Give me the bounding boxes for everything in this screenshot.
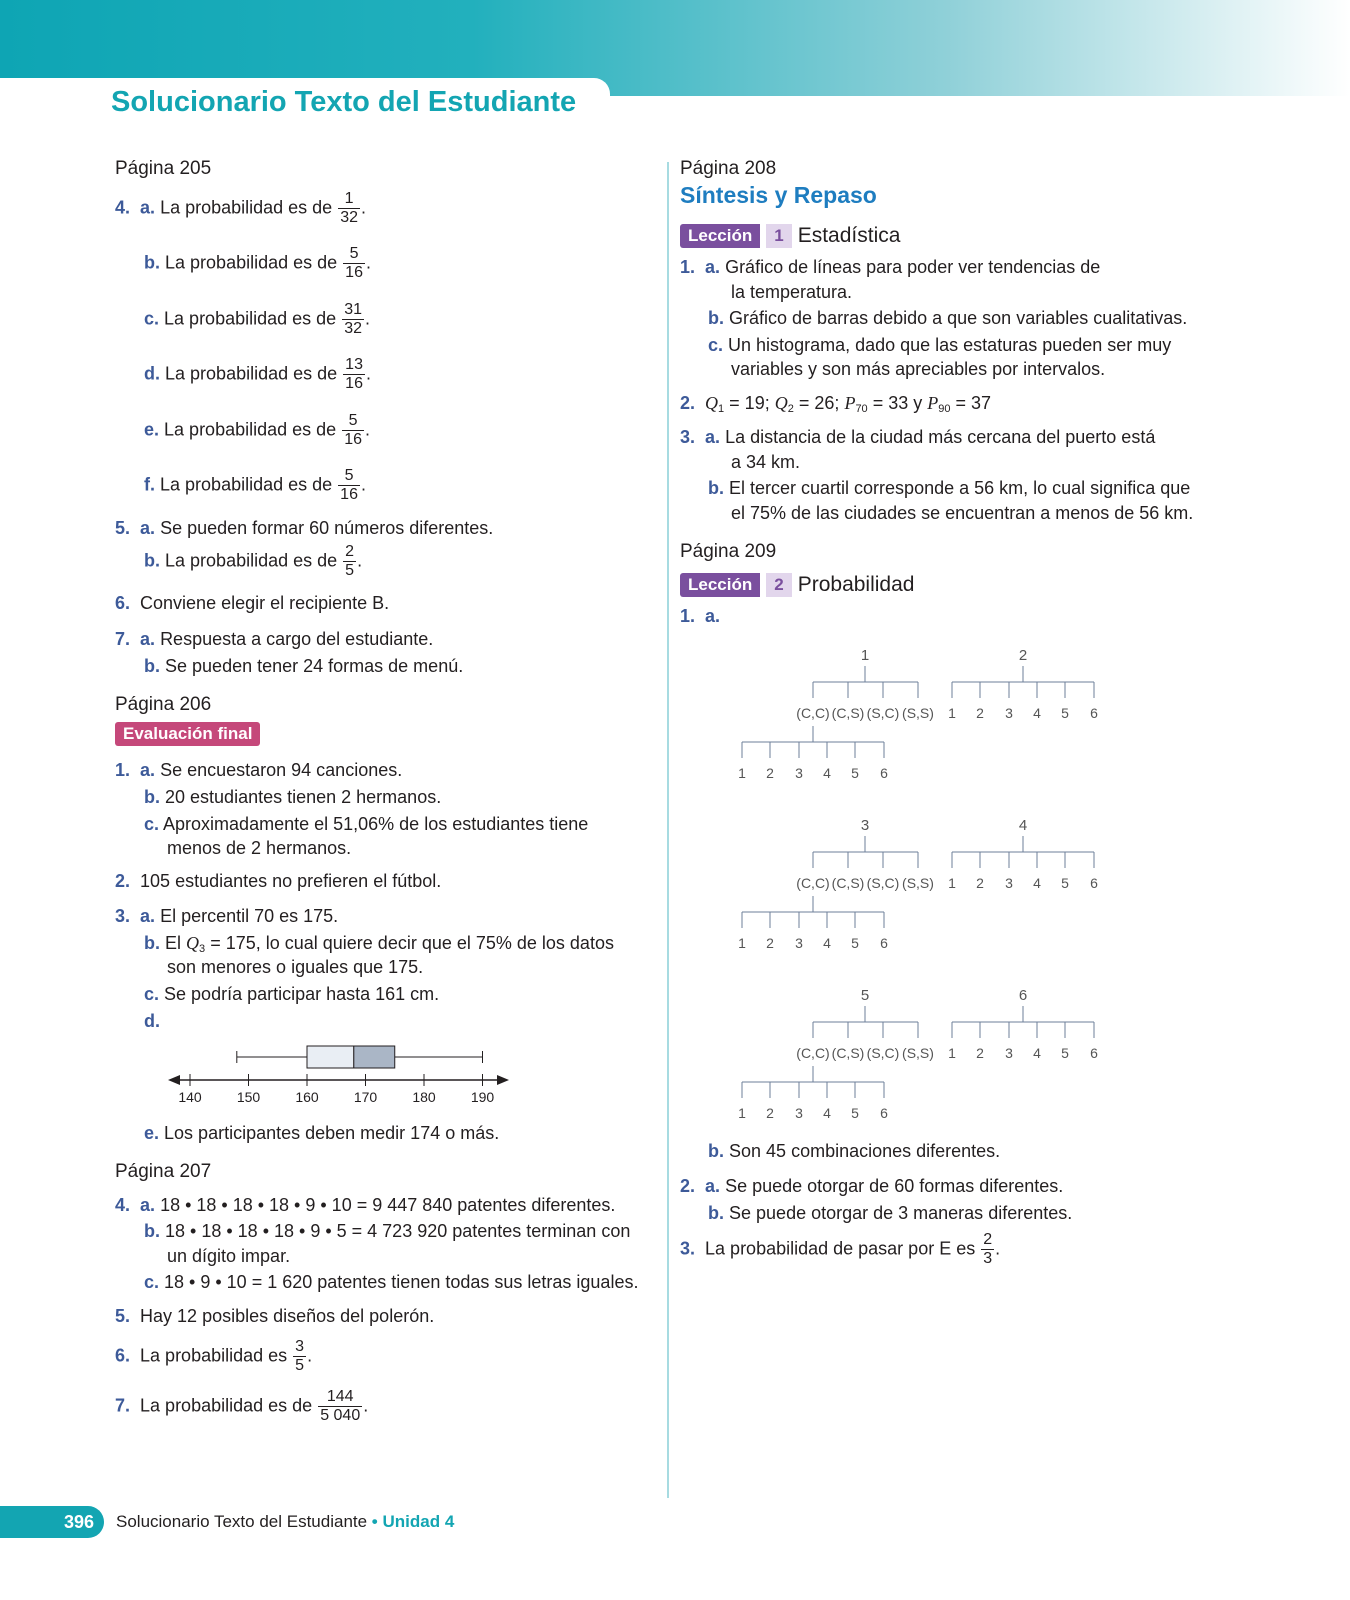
item-letter: a. <box>140 629 156 649</box>
fraction: $\frac{5}{16}$ <box>344 412 362 448</box>
item-number: 3. <box>680 1238 696 1259</box>
die-outcome-label: 3 <box>795 935 803 951</box>
die-outcome-label: 6 <box>880 1105 888 1121</box>
f4c <box>144 1272 638 1293</box>
tick-label: 170 <box>353 1089 378 1105</box>
die-outcome-label: 1 <box>948 705 956 721</box>
die-outcome-label: 4 <box>823 1105 831 1121</box>
subscript: 70 <box>855 403 868 415</box>
answer-text: = 33 y <box>872 393 923 413</box>
coin-outcome-label: (C,S) <box>831 705 865 721</box>
r1c-cont: variables y son más apreciables por intervalos. <box>731 359 1106 379</box>
answer-text: Gráfico de barras debido a que son variables cualitativas. <box>729 308 1188 328</box>
answer-text: 18 • 9 • 10 = 1 620 patentes tienen todas sus letras iguales. <box>164 1272 639 1292</box>
answer-text: El percentil 70 es 175. <box>160 906 339 926</box>
lesson-2-header <box>680 573 914 597</box>
answer-text: = 19; <box>729 393 770 413</box>
item-letter: a. <box>140 197 156 218</box>
math-symbol: Q <box>186 933 200 953</box>
answer-text: La probabilidad es de <box>160 474 333 495</box>
answer-text: Se pueden tener 24 formas de menú. <box>165 656 464 676</box>
e1a <box>115 760 402 781</box>
item-letter: c. <box>144 984 160 1004</box>
die-outcome-label: 3 <box>1005 705 1013 721</box>
item-letter: a. <box>140 518 156 538</box>
answer-text: = 175, lo cual quiere decir que el 75% de los datos <box>210 933 614 953</box>
die-outcome-label: 5 <box>851 1105 859 1121</box>
item-letter: e. <box>144 1123 160 1143</box>
coin-outcome-label: (S,C) <box>866 1045 900 1061</box>
answer-text: 20 estudiantes tienen 2 hermanos. <box>165 787 442 807</box>
item-number: 2. <box>680 393 696 413</box>
item-letter: a. <box>705 257 721 277</box>
lesson-label: Lección <box>680 573 760 597</box>
page-label-207: Página 207 <box>115 1161 212 1182</box>
r2 <box>680 393 991 415</box>
fraction: $\frac{144}{5 040}$ <box>320 1388 361 1424</box>
answer-text: La probabilidad de pasar por E es <box>705 1238 976 1259</box>
q4a: 4. a. La probabilidad es de $\frac{1}{32}$ . <box>115 190 367 226</box>
answer-text: Se pueden formar 60 números diferentes. <box>160 518 494 538</box>
item-letter: b. <box>144 933 160 953</box>
f6: 6. La probabilidad es $\frac{3}{5}$ . <box>115 1338 313 1374</box>
item-letter: b. <box>708 1141 724 1161</box>
page-label-205: Página 205 <box>115 158 212 179</box>
coin-outcome-label: (S,C) <box>866 875 900 891</box>
die-outcome-label: 2 <box>976 705 984 721</box>
item-number: 7. <box>115 629 131 649</box>
lesson-number: 1 <box>766 224 791 248</box>
q7b <box>144 656 463 677</box>
tick-label: 160 <box>295 1089 319 1105</box>
page-number: 396 <box>64 1512 95 1532</box>
coin-outcome-label: (C,C) <box>796 705 830 721</box>
tick-label: 140 <box>178 1089 202 1105</box>
answer-text: La probabilidad es de <box>140 1395 313 1416</box>
item-letter: e. <box>144 419 160 440</box>
die-outcome-label: 3 <box>1005 1045 1013 1061</box>
lesson-label: Lección <box>680 224 760 248</box>
answer-text: Hay 12 posibles diseños del polerón. <box>140 1306 435 1326</box>
e3c <box>144 984 439 1005</box>
e3b <box>144 933 614 955</box>
item-letter: b. <box>708 308 724 328</box>
die-outcome-label: 2 <box>766 1105 774 1121</box>
answer-text: Se encuestaron 94 canciones. <box>160 760 403 780</box>
item-number: 2. <box>680 1176 696 1196</box>
die-outcome-label: 6 <box>1090 705 1098 721</box>
boxplot-chart <box>160 1036 520 1111</box>
die-outcome-label: 1 <box>738 765 746 781</box>
fraction: $\frac{2}{3}$ <box>983 1231 993 1267</box>
answer-text: 105 estudiantes no prefieren el fútbol. <box>140 871 442 891</box>
item-letter: c. <box>144 814 160 834</box>
answer-text: 18 • 18 • 18 • 18 • 9 • 10 = 9 447 840 patentes diferentes. <box>160 1195 616 1215</box>
e1c-cont: menos de 2 hermanos. <box>167 838 352 858</box>
answer-text: Se puede otorgar de 3 maneras diferentes. <box>729 1203 1073 1223</box>
answer-text: Conviene elegir el recipiente B. <box>140 593 390 613</box>
answer-text: La probabilidad es de <box>165 550 338 571</box>
footer-text <box>116 1512 454 1532</box>
coin-outcome-label: (C,C) <box>796 875 830 891</box>
fraction: $\frac{31}{32}$ <box>344 301 362 337</box>
item-letter: b. <box>708 1203 724 1223</box>
section-title-synthesis: Síntesis y Repaso <box>680 182 877 208</box>
die-outcome-label: 1 <box>738 1105 746 1121</box>
item-letter: a. <box>705 606 721 626</box>
math-symbol: Q <box>774 393 788 413</box>
item-letter: c. <box>144 1272 160 1292</box>
answer-text: Se puede otorgar de 60 formas diferentes. <box>725 1176 1064 1196</box>
die-outcome-label: 5 <box>1061 875 1069 891</box>
item-letter: c. <box>144 308 160 329</box>
die-outcome-label: 6 <box>880 935 888 951</box>
s2b <box>708 1203 1072 1224</box>
item-number: 2. <box>115 871 131 891</box>
answer-text: Son 45 combinaciones diferentes. <box>729 1141 1001 1161</box>
answer-text: El tercer cuartil corresponde a 56 km, lo cual significa que <box>729 478 1191 498</box>
q4f: f. La probabilidad es de $\frac{5}{16}$ . <box>144 467 366 503</box>
tree-diagram <box>720 640 1120 1130</box>
q5b: b. La probabilidad es de $\frac{2}{5}$ . <box>144 543 363 579</box>
answer-text: La probabilidad es de <box>165 363 338 384</box>
item-letter: d. <box>144 1011 160 1031</box>
e1b <box>144 787 441 808</box>
tree-root-label: 5 <box>860 987 870 1004</box>
page-label-206: Página 206 <box>115 694 212 715</box>
q4e: e. La probabilidad es de $\frac{5}{16}$ . <box>144 412 370 448</box>
item-letter: b. <box>144 252 160 273</box>
answer-text: La probabilidad es de <box>165 252 338 273</box>
item-letter: a. <box>705 1176 721 1196</box>
item-number: 1. <box>680 606 696 626</box>
die-outcome-label: 5 <box>851 935 859 951</box>
tree-root-label: 3 <box>860 817 870 834</box>
r1c <box>708 335 1171 356</box>
r3b <box>708 478 1190 499</box>
q4d: d. La probabilidad es de $\frac{13}{16}$ . <box>144 356 371 392</box>
f4b-cont: un dígito impar. <box>167 1246 291 1266</box>
lesson-number: 2 <box>766 573 791 597</box>
die-outcome-label: 4 <box>1033 705 1041 721</box>
item-number: 5. <box>115 1306 131 1326</box>
math-symbol: P <box>844 393 856 413</box>
answer-text: La distancia de la ciudad más cercana del puerto está <box>725 427 1156 447</box>
q5a <box>115 518 493 539</box>
footer-book-title: Solucionario Texto del Estudiante <box>116 1512 368 1531</box>
s2a <box>680 1176 1063 1197</box>
answer-text: Respuesta a cargo del estudiante. <box>160 629 434 649</box>
die-outcome-label: 2 <box>976 875 984 891</box>
item-number: 4. <box>115 197 131 218</box>
subscript: 3 <box>199 943 206 955</box>
die-outcome-label: 1 <box>738 935 746 951</box>
f7: 7. La probabilidad es de $\frac{144}{5 040}$ . <box>115 1388 369 1424</box>
page-label-208: Página 208 <box>680 158 777 179</box>
item-letter: a. <box>140 760 156 780</box>
die-outcome-label: 4 <box>823 765 831 781</box>
die-outcome-label: 3 <box>1005 875 1013 891</box>
coin-outcome-label: (C,S) <box>831 875 865 891</box>
lesson-title: Estadística <box>797 224 901 247</box>
e3d <box>144 1011 160 1032</box>
item-letter: b. <box>708 478 724 498</box>
item-number: 7. <box>115 1395 131 1416</box>
item-number: 4. <box>115 1195 131 1215</box>
math-symbol: P <box>927 393 939 413</box>
tick-label: 180 <box>412 1089 436 1105</box>
page-label-209: Página 209 <box>680 541 777 562</box>
tree-root-label: 1 <box>860 647 870 664</box>
footer-separator: • <box>367 1512 383 1531</box>
axis-arrow-right <box>497 1075 509 1085</box>
die-outcome-label: 6 <box>1090 875 1098 891</box>
f4b <box>144 1221 630 1242</box>
item-letter: b. <box>144 550 160 571</box>
e3a <box>115 906 338 927</box>
die-outcome-label: 5 <box>1061 1045 1069 1061</box>
q4c: c. La probabilidad es de $\frac{31}{32}$ . <box>144 301 370 337</box>
r1a-cont: la temperatura. <box>731 282 853 302</box>
item-letter: b. <box>144 656 160 676</box>
fraction: $\frac{1}{32}$ <box>340 190 359 226</box>
item-letter: f. <box>144 474 155 495</box>
q6 <box>115 593 389 614</box>
e3e <box>144 1123 499 1144</box>
lesson-title: Probabilidad <box>797 573 915 596</box>
subscript: 1 <box>718 403 725 415</box>
fraction: $\frac{5}{16}$ <box>345 245 363 281</box>
f5 <box>115 1306 434 1327</box>
die-outcome-label: 3 <box>795 1105 803 1121</box>
answer-text: La probabilidad es de <box>160 197 333 218</box>
item-number: 1. <box>115 760 131 780</box>
tick-label: 150 <box>236 1089 261 1105</box>
r1b <box>708 308 1187 329</box>
box-lower <box>307 1046 354 1068</box>
coin-outcome-label: (S,S) <box>902 875 934 891</box>
answer-text: La probabilidad es <box>140 1345 288 1366</box>
answer-text: La probabilidad es de <box>164 308 337 329</box>
q4b: b. La probabilidad es de $\frac{5}{16}$ . <box>144 245 371 281</box>
f4a <box>115 1195 615 1216</box>
fraction: $\frac{2}{5}$ <box>345 543 355 579</box>
fraction: $\frac{13}{16}$ <box>345 356 363 392</box>
s1b <box>708 1141 1000 1162</box>
math-symbol: Q <box>705 393 719 413</box>
die-outcome-label: 6 <box>1090 1045 1098 1061</box>
die-outcome-label: 2 <box>976 1045 984 1061</box>
tree-root-label: 6 <box>1018 987 1028 1004</box>
die-outcome-label: 6 <box>880 765 888 781</box>
r3a <box>680 427 1155 448</box>
answer-text: = 37 <box>955 393 992 413</box>
item-number: 6. <box>115 593 131 613</box>
box-upper <box>354 1046 395 1068</box>
answer-text: Se podría participar hasta 161 cm. <box>164 984 440 1004</box>
die-outcome-label: 4 <box>1033 875 1041 891</box>
axis-arrow-left <box>168 1075 180 1085</box>
item-letter: a. <box>705 427 721 447</box>
subscript: 90 <box>938 403 951 415</box>
die-outcome-label: 4 <box>823 935 831 951</box>
tick-label: 190 <box>470 1089 495 1105</box>
die-outcome-label: 2 <box>766 765 774 781</box>
item-letter: a. <box>140 1195 156 1215</box>
coin-outcome-label: (C,S) <box>831 1045 865 1061</box>
die-outcome-label: 1 <box>948 875 956 891</box>
fraction: $\frac{3}{5}$ <box>295 1338 305 1374</box>
q7a <box>115 629 433 650</box>
item-number: 6. <box>115 1345 131 1366</box>
answer-text: Un histograma, dado que las estaturas pueden ser muy <box>728 335 1172 355</box>
item-letter: c. <box>708 335 724 355</box>
e3b-cont: son menores o iguales que 175. <box>167 957 424 977</box>
r3a-cont: a 34 km. <box>731 452 801 472</box>
fraction: $\frac{5}{16}$ <box>340 467 358 503</box>
die-outcome-label: 5 <box>1061 705 1069 721</box>
r1a <box>680 257 1100 278</box>
item-letter: b. <box>144 787 160 807</box>
die-outcome-label: 1 <box>948 1045 956 1061</box>
answer-text: = 26; <box>798 393 840 413</box>
die-outcome-label: 4 <box>1033 1045 1041 1061</box>
item-number: 3. <box>115 906 131 926</box>
s3: 3. La probabilidad de pasar por E es $\frac{2}{3}$ . <box>680 1231 1001 1267</box>
coin-outcome-label: (C,C) <box>796 1045 830 1061</box>
answer-text: Gráfico de líneas para poder ver tendencias de <box>725 257 1101 277</box>
item-number: 3. <box>680 427 696 447</box>
e1c <box>144 814 588 835</box>
die-outcome-label: 5 <box>851 765 859 781</box>
die-outcome-label: 3 <box>795 765 803 781</box>
item-letter: a. <box>140 906 156 926</box>
tree-root-label: 4 <box>1018 817 1028 834</box>
coin-outcome-label: (S,S) <box>902 705 934 721</box>
item-letter: b. <box>144 1221 160 1241</box>
item-number: 5. <box>115 518 131 538</box>
subscript: 2 <box>787 403 794 415</box>
r3b-cont: el 75% de las ciudades se encuentran a menos de 56 km. <box>731 503 1194 523</box>
e2 <box>115 871 441 892</box>
answer-text: El <box>165 933 182 953</box>
coin-outcome-label: (S,S) <box>902 1045 934 1061</box>
item-letter: d. <box>144 363 160 384</box>
answer-text: 18 • 18 • 18 • 18 • 9 • 5 = 4 723 920 patentes terminan con <box>165 1221 631 1241</box>
answer-text: Aproximadamente el 51,06% de los estudiantes tiene <box>163 814 589 834</box>
coin-outcome-label: (S,C) <box>866 705 900 721</box>
answer-text: Los participantes deben medir 174 o más. <box>164 1123 500 1143</box>
item-number: 1. <box>680 257 696 277</box>
column-divider <box>667 162 669 1498</box>
footer-unit: Unidad 4 <box>382 1512 455 1531</box>
tree-root-label: 2 <box>1018 647 1028 664</box>
answer-text: La probabilidad es de <box>164 419 337 440</box>
s1a <box>680 606 720 627</box>
page-title: Solucionario Texto del Estudiante <box>111 86 577 118</box>
evaluation-badge: Evaluación final <box>115 722 260 746</box>
lesson-1-header <box>680 224 900 248</box>
die-outcome-label: 2 <box>766 935 774 951</box>
